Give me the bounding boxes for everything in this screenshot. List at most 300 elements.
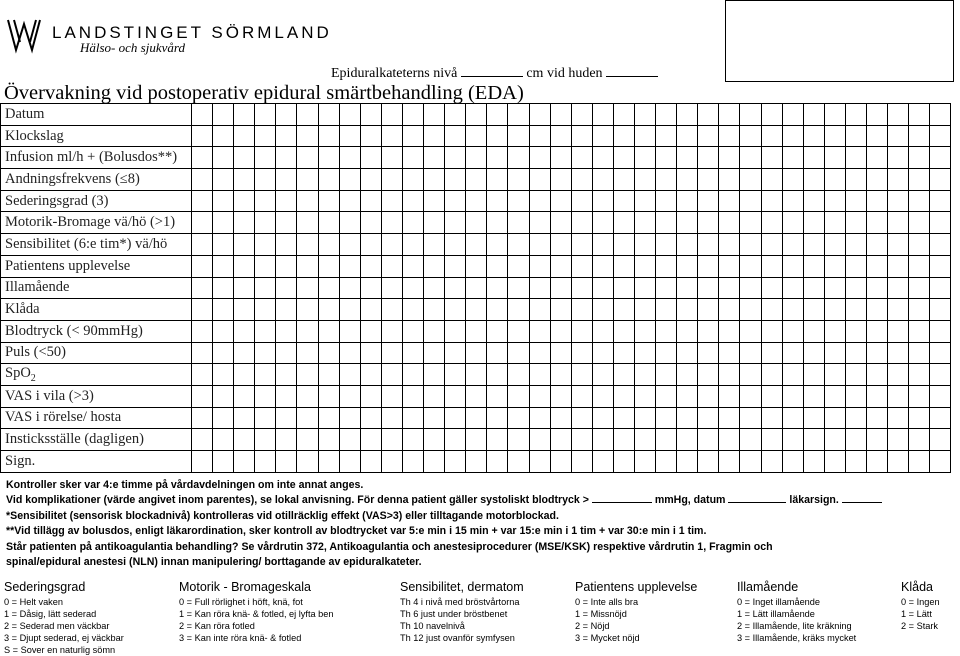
grid-cell[interactable]	[677, 451, 698, 473]
grid-cell[interactable]	[339, 429, 360, 451]
grid-cell[interactable]	[592, 104, 613, 126]
grid-cell[interactable]	[803, 407, 824, 429]
grid-cell[interactable]	[318, 104, 339, 126]
grid-cell[interactable]	[888, 320, 909, 342]
grid-cell[interactable]	[782, 169, 803, 191]
grid-cell[interactable]	[719, 277, 740, 299]
bp-limit-field[interactable]	[592, 493, 652, 503]
grid-cell[interactable]	[276, 104, 297, 126]
grid-cell[interactable]	[466, 342, 487, 364]
grid-cell[interactable]	[381, 364, 402, 386]
grid-cell[interactable]	[402, 451, 423, 473]
grid-cell[interactable]	[360, 451, 381, 473]
grid-cell[interactable]	[318, 364, 339, 386]
grid-cell[interactable]	[571, 147, 592, 169]
grid-cell[interactable]	[824, 320, 845, 342]
grid-cell[interactable]	[803, 147, 824, 169]
grid-cell[interactable]	[402, 299, 423, 321]
grid-cell[interactable]	[360, 125, 381, 147]
grid-cell[interactable]	[213, 169, 234, 191]
grid-cell[interactable]	[550, 125, 571, 147]
grid-cell[interactable]	[445, 299, 466, 321]
grid-cell[interactable]	[803, 212, 824, 234]
grid-cell[interactable]	[677, 125, 698, 147]
grid-cell[interactable]	[740, 451, 761, 473]
grid-cell[interactable]	[339, 407, 360, 429]
grid-cell[interactable]	[318, 277, 339, 299]
grid-cell[interactable]	[424, 342, 445, 364]
grid-cell[interactable]	[761, 277, 782, 299]
grid-cell[interactable]	[909, 299, 930, 321]
grid-cell[interactable]	[318, 320, 339, 342]
grid-cell[interactable]	[424, 320, 445, 342]
grid-cell[interactable]	[297, 385, 318, 407]
grid-cell[interactable]	[930, 364, 951, 386]
grid-cell[interactable]	[424, 255, 445, 277]
grid-cell[interactable]	[276, 299, 297, 321]
grid-cell[interactable]	[360, 342, 381, 364]
grid-cell[interactable]	[445, 364, 466, 386]
grid-cell[interactable]	[213, 385, 234, 407]
grid-cell[interactable]	[192, 212, 213, 234]
grid-cell[interactable]	[698, 104, 719, 126]
grid-cell[interactable]	[888, 342, 909, 364]
grid-cell[interactable]	[592, 364, 613, 386]
grid-cell[interactable]	[487, 104, 508, 126]
grid-cell[interactable]	[192, 277, 213, 299]
grid-cell[interactable]	[550, 342, 571, 364]
grid-cell[interactable]	[508, 407, 529, 429]
grid-cell[interactable]	[613, 429, 634, 451]
grid-cell[interactable]	[656, 169, 677, 191]
grid-cell[interactable]	[276, 147, 297, 169]
grid-cell[interactable]	[782, 299, 803, 321]
grid-cell[interactable]	[234, 125, 255, 147]
grid-cell[interactable]	[402, 364, 423, 386]
grid-cell[interactable]	[487, 342, 508, 364]
grid-cell[interactable]	[867, 320, 888, 342]
grid-cell[interactable]	[276, 212, 297, 234]
grid-cell[interactable]	[192, 104, 213, 126]
grid-cell[interactable]	[845, 342, 866, 364]
grid-cell[interactable]	[909, 451, 930, 473]
grid-cell[interactable]	[782, 190, 803, 212]
grid-cell[interactable]	[339, 147, 360, 169]
grid-cell[interactable]	[192, 234, 213, 256]
grid-cell[interactable]	[824, 299, 845, 321]
grid-cell[interactable]	[571, 385, 592, 407]
grid-cell[interactable]	[719, 451, 740, 473]
grid-cell[interactable]	[888, 429, 909, 451]
grid-cell[interactable]	[192, 407, 213, 429]
grid-cell[interactable]	[213, 190, 234, 212]
grid-cell[interactable]	[445, 234, 466, 256]
grid-cell[interactable]	[740, 429, 761, 451]
grid-cell[interactable]	[613, 320, 634, 342]
grid-cell[interactable]	[656, 190, 677, 212]
grid-cell[interactable]	[930, 342, 951, 364]
grid-cell[interactable]	[761, 342, 782, 364]
grid-cell[interactable]	[782, 385, 803, 407]
grid-cell[interactable]	[360, 190, 381, 212]
grid-cell[interactable]	[824, 212, 845, 234]
grid-cell[interactable]	[634, 429, 655, 451]
grid-cell[interactable]	[381, 429, 402, 451]
grid-cell[interactable]	[529, 299, 550, 321]
grid-cell[interactable]	[550, 212, 571, 234]
grid-cell[interactable]	[909, 190, 930, 212]
grid-cell[interactable]	[234, 147, 255, 169]
grid-cell[interactable]	[592, 429, 613, 451]
grid-cell[interactable]	[508, 277, 529, 299]
grid-cell[interactable]	[360, 364, 381, 386]
grid-cell[interactable]	[550, 104, 571, 126]
grid-cell[interactable]	[867, 234, 888, 256]
grid-cell[interactable]	[402, 147, 423, 169]
grid-cell[interactable]	[255, 407, 276, 429]
grid-cell[interactable]	[782, 364, 803, 386]
grid-cell[interactable]	[571, 429, 592, 451]
grid-cell[interactable]	[761, 299, 782, 321]
grid-cell[interactable]	[677, 104, 698, 126]
grid-cell[interactable]	[656, 407, 677, 429]
grid-cell[interactable]	[698, 320, 719, 342]
grid-cell[interactable]	[192, 190, 213, 212]
grid-cell[interactable]	[571, 104, 592, 126]
grid-cell[interactable]	[613, 255, 634, 277]
grid-cell[interactable]	[234, 385, 255, 407]
grid-cell[interactable]	[656, 212, 677, 234]
grid-cell[interactable]	[719, 147, 740, 169]
grid-cell[interactable]	[698, 212, 719, 234]
grid-cell[interactable]	[339, 385, 360, 407]
grid-cell[interactable]	[360, 320, 381, 342]
grid-cell[interactable]	[508, 385, 529, 407]
grid-cell[interactable]	[360, 277, 381, 299]
grid-cell[interactable]	[719, 255, 740, 277]
grid-cell[interactable]	[381, 385, 402, 407]
grid-cell[interactable]	[592, 212, 613, 234]
grid-cell[interactable]	[571, 451, 592, 473]
grid-cell[interactable]	[508, 451, 529, 473]
grid-cell[interactable]	[761, 125, 782, 147]
grid-cell[interactable]	[234, 255, 255, 277]
grid-cell[interactable]	[803, 364, 824, 386]
grid-cell[interactable]	[634, 169, 655, 191]
grid-cell[interactable]	[487, 385, 508, 407]
grid-cell[interactable]	[845, 234, 866, 256]
grid-cell[interactable]	[824, 342, 845, 364]
grid-cell[interactable]	[466, 255, 487, 277]
grid-cell[interactable]	[529, 277, 550, 299]
grid-cell[interactable]	[909, 255, 930, 277]
grid-cell[interactable]	[803, 169, 824, 191]
grid-cell[interactable]	[909, 234, 930, 256]
grid-cell[interactable]	[402, 212, 423, 234]
grid-cell[interactable]	[824, 255, 845, 277]
date-field[interactable]	[728, 493, 786, 503]
grid-cell[interactable]	[255, 299, 276, 321]
grid-cell[interactable]	[613, 277, 634, 299]
grid-cell[interactable]	[276, 169, 297, 191]
grid-cell[interactable]	[424, 299, 445, 321]
grid-cell[interactable]	[571, 190, 592, 212]
grid-cell[interactable]	[213, 364, 234, 386]
grid-cell[interactable]	[634, 125, 655, 147]
grid-cell[interactable]	[719, 212, 740, 234]
grid-cell[interactable]	[867, 169, 888, 191]
grid-cell[interactable]	[508, 364, 529, 386]
grid-cell[interactable]	[867, 429, 888, 451]
grid-cell[interactable]	[698, 342, 719, 364]
grid-cell[interactable]	[360, 212, 381, 234]
grid-cell[interactable]	[381, 234, 402, 256]
grid-cell[interactable]	[466, 125, 487, 147]
grid-cell[interactable]	[761, 320, 782, 342]
grid-cell[interactable]	[656, 277, 677, 299]
grid-cell[interactable]	[381, 190, 402, 212]
grid-cell[interactable]	[613, 407, 634, 429]
grid-cell[interactable]	[698, 451, 719, 473]
grid-cell[interactable]	[824, 147, 845, 169]
grid-cell[interactable]	[402, 234, 423, 256]
grid-cell[interactable]	[656, 147, 677, 169]
grid-cell[interactable]	[339, 169, 360, 191]
grid-cell[interactable]	[613, 364, 634, 386]
grid-cell[interactable]	[698, 299, 719, 321]
grid-cell[interactable]	[824, 125, 845, 147]
grid-cell[interactable]	[360, 147, 381, 169]
grid-cell[interactable]	[508, 255, 529, 277]
grid-cell[interactable]	[318, 429, 339, 451]
grid-cell[interactable]	[698, 169, 719, 191]
grid-cell[interactable]	[381, 125, 402, 147]
grid-cell[interactable]	[740, 320, 761, 342]
grid-cell[interactable]	[466, 169, 487, 191]
grid-cell[interactable]	[824, 429, 845, 451]
grid-cell[interactable]	[276, 364, 297, 386]
grid-cell[interactable]	[719, 190, 740, 212]
grid-cell[interactable]	[909, 147, 930, 169]
grid-cell[interactable]	[550, 277, 571, 299]
grid-cell[interactable]	[698, 147, 719, 169]
grid-cell[interactable]	[740, 169, 761, 191]
grid-cell[interactable]	[909, 342, 930, 364]
grid-cell[interactable]	[402, 429, 423, 451]
grid-cell[interactable]	[656, 125, 677, 147]
grid-cell[interactable]	[234, 169, 255, 191]
grid-cell[interactable]	[824, 104, 845, 126]
grid-cell[interactable]	[613, 451, 634, 473]
grid-cell[interactable]	[529, 147, 550, 169]
grid-cell[interactable]	[234, 407, 255, 429]
grid-cell[interactable]	[424, 169, 445, 191]
grid-cell[interactable]	[276, 255, 297, 277]
grid-cell[interactable]	[381, 147, 402, 169]
grid-cell[interactable]	[424, 212, 445, 234]
grid-cell[interactable]	[529, 169, 550, 191]
grid-cell[interactable]	[234, 104, 255, 126]
grid-cell[interactable]	[402, 385, 423, 407]
grid-cell[interactable]	[845, 407, 866, 429]
grid-cell[interactable]	[867, 342, 888, 364]
grid-cell[interactable]	[276, 385, 297, 407]
grid-cell[interactable]	[677, 255, 698, 277]
catheter-level-field[interactable]	[461, 64, 523, 77]
physician-sign-field[interactable]	[842, 493, 882, 503]
grid-cell[interactable]	[487, 364, 508, 386]
grid-cell[interactable]	[381, 255, 402, 277]
grid-cell[interactable]	[782, 104, 803, 126]
grid-cell[interactable]	[824, 190, 845, 212]
grid-cell[interactable]	[719, 299, 740, 321]
grid-cell[interactable]	[824, 385, 845, 407]
grid-cell[interactable]	[255, 277, 276, 299]
grid-cell[interactable]	[318, 212, 339, 234]
grid-cell[interactable]	[782, 451, 803, 473]
grid-cell[interactable]	[592, 190, 613, 212]
grid-cell[interactable]	[360, 385, 381, 407]
grid-cell[interactable]	[803, 234, 824, 256]
grid-cell[interactable]	[424, 364, 445, 386]
grid-cell[interactable]	[529, 429, 550, 451]
grid-cell[interactable]	[634, 190, 655, 212]
grid-cell[interactable]	[402, 190, 423, 212]
grid-cell[interactable]	[592, 147, 613, 169]
grid-cell[interactable]	[592, 125, 613, 147]
grid-cell[interactable]	[192, 364, 213, 386]
grid-cell[interactable]	[761, 169, 782, 191]
grid-cell[interactable]	[909, 104, 930, 126]
grid-cell[interactable]	[487, 234, 508, 256]
grid-cell[interactable]	[234, 212, 255, 234]
grid-cell[interactable]	[740, 104, 761, 126]
grid-cell[interactable]	[297, 407, 318, 429]
grid-cell[interactable]	[761, 451, 782, 473]
grid-cell[interactable]	[213, 407, 234, 429]
grid-cell[interactable]	[677, 429, 698, 451]
grid-cell[interactable]	[909, 169, 930, 191]
grid-cell[interactable]	[550, 234, 571, 256]
grid-cell[interactable]	[613, 125, 634, 147]
grid-cell[interactable]	[888, 125, 909, 147]
grid-cell[interactable]	[276, 125, 297, 147]
grid-cell[interactable]	[445, 429, 466, 451]
grid-cell[interactable]	[508, 320, 529, 342]
grid-cell[interactable]	[782, 407, 803, 429]
grid-cell[interactable]	[719, 320, 740, 342]
grid-cell[interactable]	[297, 299, 318, 321]
grid-cell[interactable]	[276, 342, 297, 364]
grid-cell[interactable]	[867, 364, 888, 386]
grid-cell[interactable]	[466, 451, 487, 473]
grid-cell[interactable]	[571, 364, 592, 386]
grid-cell[interactable]	[192, 385, 213, 407]
grid-cell[interactable]	[761, 255, 782, 277]
grid-cell[interactable]	[761, 147, 782, 169]
grid-cell[interactable]	[550, 429, 571, 451]
grid-cell[interactable]	[402, 320, 423, 342]
grid-cell[interactable]	[402, 342, 423, 364]
grid-cell[interactable]	[487, 299, 508, 321]
grid-cell[interactable]	[930, 407, 951, 429]
grid-cell[interactable]	[803, 385, 824, 407]
grid-cell[interactable]	[782, 255, 803, 277]
grid-cell[interactable]	[656, 104, 677, 126]
grid-cell[interactable]	[550, 385, 571, 407]
grid-cell[interactable]	[824, 364, 845, 386]
grid-cell[interactable]	[297, 451, 318, 473]
grid-cell[interactable]	[318, 169, 339, 191]
grid-cell[interactable]	[297, 255, 318, 277]
grid-cell[interactable]	[339, 234, 360, 256]
grid-cell[interactable]	[402, 125, 423, 147]
grid-cell[interactable]	[297, 234, 318, 256]
grid-cell[interactable]	[192, 255, 213, 277]
grid-cell[interactable]	[360, 429, 381, 451]
grid-cell[interactable]	[508, 429, 529, 451]
grid-cell[interactable]	[761, 212, 782, 234]
grid-cell[interactable]	[339, 342, 360, 364]
grid-cell[interactable]	[487, 169, 508, 191]
grid-cell[interactable]	[550, 407, 571, 429]
catheter-skin-field[interactable]	[606, 64, 658, 77]
grid-cell[interactable]	[360, 407, 381, 429]
grid-cell[interactable]	[867, 451, 888, 473]
grid-cell[interactable]	[888, 299, 909, 321]
grid-cell[interactable]	[487, 320, 508, 342]
grid-cell[interactable]	[761, 429, 782, 451]
grid-cell[interactable]	[613, 190, 634, 212]
grid-cell[interactable]	[213, 320, 234, 342]
grid-cell[interactable]	[656, 385, 677, 407]
grid-cell[interactable]	[656, 451, 677, 473]
grid-cell[interactable]	[888, 190, 909, 212]
grid-cell[interactable]	[255, 385, 276, 407]
grid-cell[interactable]	[424, 429, 445, 451]
grid-cell[interactable]	[213, 104, 234, 126]
grid-cell[interactable]	[445, 190, 466, 212]
grid-cell[interactable]	[529, 385, 550, 407]
grid-cell[interactable]	[719, 385, 740, 407]
grid-cell[interactable]	[297, 212, 318, 234]
grid-cell[interactable]	[930, 125, 951, 147]
grid-cell[interactable]	[571, 125, 592, 147]
grid-cell[interactable]	[571, 407, 592, 429]
grid-cell[interactable]	[381, 320, 402, 342]
grid-cell[interactable]	[571, 299, 592, 321]
grid-cell[interactable]	[276, 451, 297, 473]
grid-cell[interactable]	[466, 277, 487, 299]
grid-cell[interactable]	[930, 234, 951, 256]
grid-cell[interactable]	[529, 407, 550, 429]
grid-cell[interactable]	[213, 255, 234, 277]
grid-cell[interactable]	[803, 451, 824, 473]
grid-cell[interactable]	[529, 125, 550, 147]
grid-cell[interactable]	[234, 364, 255, 386]
grid-cell[interactable]	[867, 104, 888, 126]
grid-cell[interactable]	[318, 451, 339, 473]
grid-cell[interactable]	[360, 104, 381, 126]
grid-cell[interactable]	[719, 342, 740, 364]
grid-cell[interactable]	[592, 299, 613, 321]
grid-cell[interactable]	[634, 451, 655, 473]
grid-cell[interactable]	[845, 212, 866, 234]
grid-cell[interactable]	[529, 342, 550, 364]
grid-cell[interactable]	[508, 212, 529, 234]
grid-cell[interactable]	[824, 169, 845, 191]
grid-cell[interactable]	[529, 451, 550, 473]
